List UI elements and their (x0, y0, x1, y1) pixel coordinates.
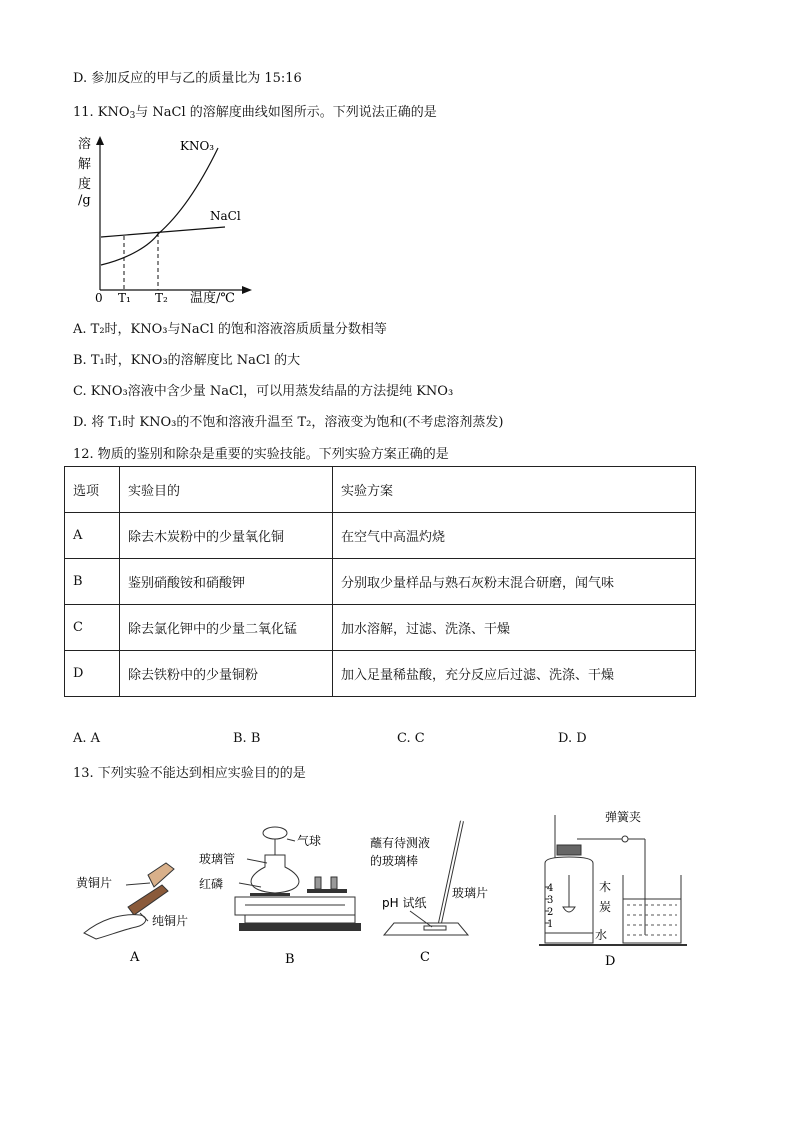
table-cell: 分别取少量样品与熟石灰粉末混合研磨，闻气味 (333, 559, 696, 605)
water-label: 水 (595, 928, 608, 942)
table-row (65, 651, 696, 697)
brass-label: 黄铜片 (76, 876, 113, 890)
red-phosphorus-label: 红磷 (199, 877, 224, 891)
table-cell: B (65, 559, 120, 605)
origin-label: 0 (95, 291, 103, 305)
test-rod-label-2: 的玻璃棒 (370, 854, 419, 868)
table-cell: 在空气中高温灼烧 (333, 513, 696, 559)
t1-label: T₁ (118, 291, 131, 305)
q11-option-b: B. T₁时，KNO₃的溶解度比 NaCl 的大 (73, 353, 301, 368)
scale-mark-3: 3 (547, 895, 554, 906)
scale-mark-4: 4 (547, 883, 554, 894)
q12-choice-c: C. C (397, 731, 425, 746)
q10-option-d: D. 参加反应的甲与乙的质量比为 15:16 (73, 71, 302, 86)
table-cell: 除去铁粉中的少量铜粉 (120, 651, 333, 697)
spring-clamp-label: 弹簧夹 (605, 810, 642, 824)
scale-mark-1: 1 (547, 919, 554, 930)
table-header-cell: 实验目的 (120, 467, 333, 513)
figure-a-caption: A (130, 950, 140, 965)
copper-label: 纯铜片 (152, 914, 189, 928)
y-axis-label-2: 解 (78, 157, 92, 172)
q12-stem: 12. 物质的鉴别和除杂是重要的实验技能。下列实验方案正确的是 (73, 447, 449, 462)
figure-b-balance-experiment (195, 825, 365, 970)
kno3-curve (101, 148, 218, 265)
solubility-graph (70, 130, 270, 310)
charcoal-label-2: 炭 (599, 900, 612, 914)
nacl-curve (101, 227, 225, 237)
nacl-label: NaCl (210, 209, 241, 223)
figure-c-ph-test (370, 815, 510, 965)
table-cell: 加入足量稀盐酸，充分反应后过滤、洗涤、干燥 (333, 651, 696, 697)
table-cell: 除去氯化钾中的少量二氧化锰 (120, 605, 333, 651)
table-cell: 鉴别硝酸铵和硝酸钾 (120, 559, 333, 605)
table-row (65, 605, 696, 651)
table-cell: 加水溶解，过滤、洗涤、干燥 (333, 605, 696, 651)
q11-option-d: D. 将 T₁时 KNO₃的不饱和溶液升温至 T₂，溶液变为饱和(不考虑溶剂蒸发) (73, 415, 504, 430)
q12-choice-a: A. A (73, 731, 101, 746)
figure-b-caption: B (285, 952, 295, 967)
figure-d-combustion-apparatus (535, 805, 695, 970)
table-header-cell: 实验方案 (333, 467, 696, 513)
table-cell: A (65, 513, 120, 559)
figure-c-caption: C (420, 950, 430, 965)
figure-d-caption: D (605, 954, 616, 969)
q11-option-c: C. KNO₃溶液中含少量 NaCl，可以用蒸发结晶的方法提纯 KNO₃ (73, 384, 454, 399)
x-axis-label: 温度/℃ (190, 291, 235, 306)
table-cell: C (65, 605, 120, 651)
glass-slide-label: 玻璃片 (452, 886, 489, 900)
charcoal-label-1: 木 (599, 880, 612, 894)
kno3-label: KNO₃ (180, 139, 215, 153)
q12-choice-d: D. D (558, 731, 587, 746)
table-cell: 除去木炭粉中的少量氧化铜 (120, 513, 333, 559)
y-axis-label-4: /g (78, 193, 91, 208)
table-row (65, 513, 696, 559)
ph-paper-label: pH 试纸 (382, 896, 427, 910)
q12-choice-b: B. B (233, 731, 261, 746)
glass-tube-label: 玻璃管 (199, 852, 236, 866)
table-header-cell: 选项 (65, 467, 120, 513)
y-axis-label-3: 度 (78, 177, 92, 192)
table-row (65, 559, 696, 605)
y-axis-label-1: 溶 (78, 137, 92, 152)
experiment-table (64, 466, 696, 697)
scale-mark-2: 2 (547, 907, 554, 918)
balloon-label: 气球 (297, 834, 322, 848)
test-rod-label-1: 蘸有待测液 (370, 836, 431, 850)
table-cell: D (65, 651, 120, 697)
q11-option-a: A. T₂时，KNO₃与NaCl 的饱和溶液溶质质量分数相等 (73, 322, 387, 337)
q13-stem: 13. 下列实验不能达到相应实验目的的是 (73, 766, 306, 781)
q11-stem: 11. $KNO_3$与 NaCl 的溶解度曲线如图所示。下列说法正确的是 (73, 105, 437, 121)
table-header-row (65, 467, 696, 513)
figure-a-scratch-test (70, 855, 210, 970)
t2-label: T₂ (155, 291, 168, 305)
